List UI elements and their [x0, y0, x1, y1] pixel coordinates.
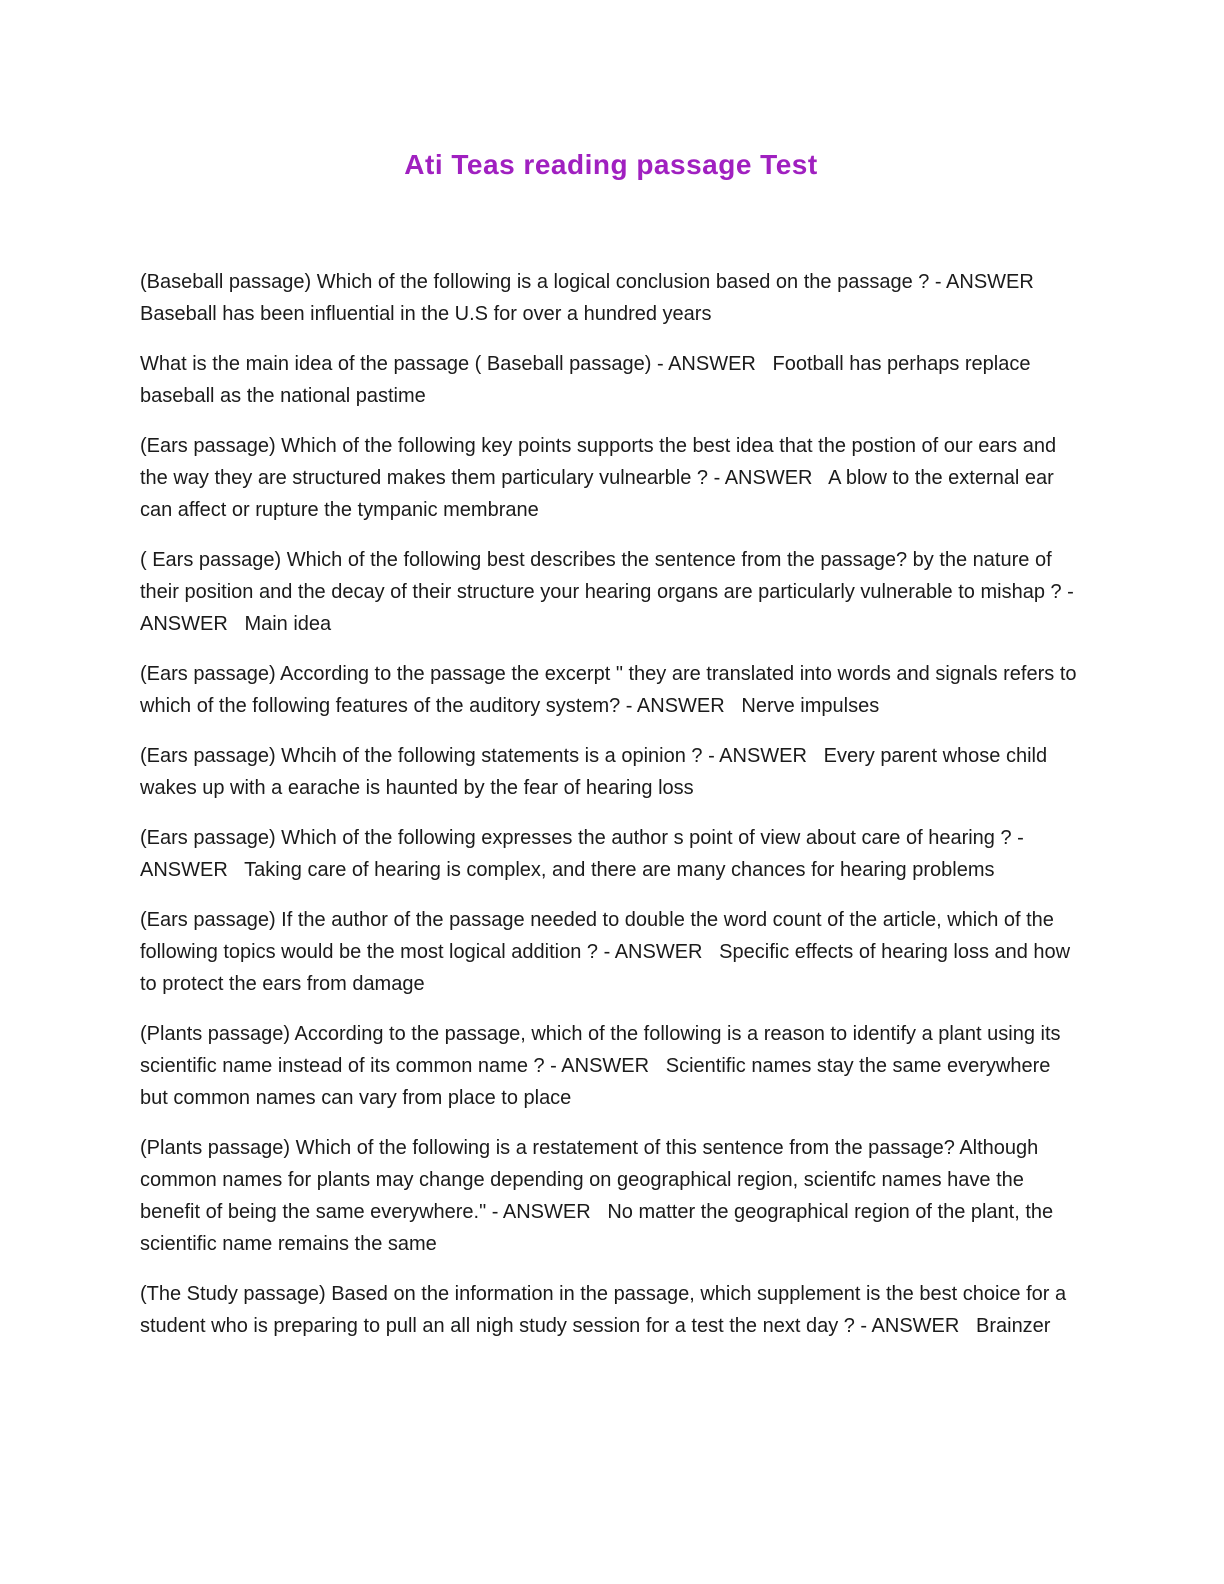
qa-paragraph-plants-1: (Plants passage) According to the passage, which of the following is a reason to identify a plant using its scientific name instead of its common name ? - ANSWER Scientific names stay the same everywhere but common names can vary from place to place: [140, 1023, 1067, 1109]
qa-paragraph-baseball-2: What is the main idea of the passage ( Baseball passage) - ANSWER Football has perhaps replace baseball as the national pastime: [140, 353, 1037, 407]
qa-paragraph-ears-3: (Ears passage) According to the passage the excerpt " they are translated into words and signals refers to which of the following features of the auditory system? - ANSWER Nerve impulses: [140, 663, 1083, 717]
qa-paragraph-ears-5: (Ears passage) Which of the following expresses the author s point of view about care of hearing ? - ANSWER Taking care of hearing is complex, and there are many chances for hearing problems: [140, 827, 1029, 881]
document-body: [140, 266, 1082, 1342]
qa-paragraph-ears-6: (Ears passage) If the author of the passage needed to double the word count of the article, which of the following topics would be the most logical addition ? - ANSWER Specific effects of hearing loss and how to protect the ears from damage: [140, 909, 1076, 995]
qa-paragraph-study-1: (The Study passage) Based on the information in the passage, which supplement is the best choice for a student who is preparing to pull an all nigh study session for a test the next day ? - ANSWER Brainzer: [140, 1283, 1072, 1337]
document-title: Ati Teas reading passage Test: [404, 149, 818, 180]
qa-paragraph-ears-1: (Ears passage) Which of the following key points supports the best idea that the postion of our ears and the way they are structured makes them particulary vulnearble ? - ANSWER A blow to the external ear can affect or rupture the tympanic membrane: [140, 435, 1062, 521]
qa-paragraph-plants-2: (Plants passage) Which of the following is a restatement of this sentence from the passage? Although common names for plants may change depending on geographical region, scientifc names have the benefit of being the same everywhere." - ANSWER No matter the geographical region of the plant, the scientific name remains the same: [140, 1137, 1059, 1255]
qa-paragraph-ears-2: ( Ears passage) Which of the following best describes the sentence from the passage? by the nature of their position and the decay of their structure your hearing organs are particularly vulnerable to mishap ? - ANSWER Main idea: [140, 549, 1079, 635]
qa-paragraph-ears-4: (Ears passage) Whcih of the following statements is a opinion ? - ANSWER Every parent whose child wakes up with a earache is haunted by the fear of hearing loss: [140, 745, 1053, 799]
qa-paragraph-baseball-1: (Baseball passage) Which of the following is a logical conclusion based on the passage ? - ANSWER Baseball has been influential in the U.S for over a hundred years: [140, 271, 1051, 325]
